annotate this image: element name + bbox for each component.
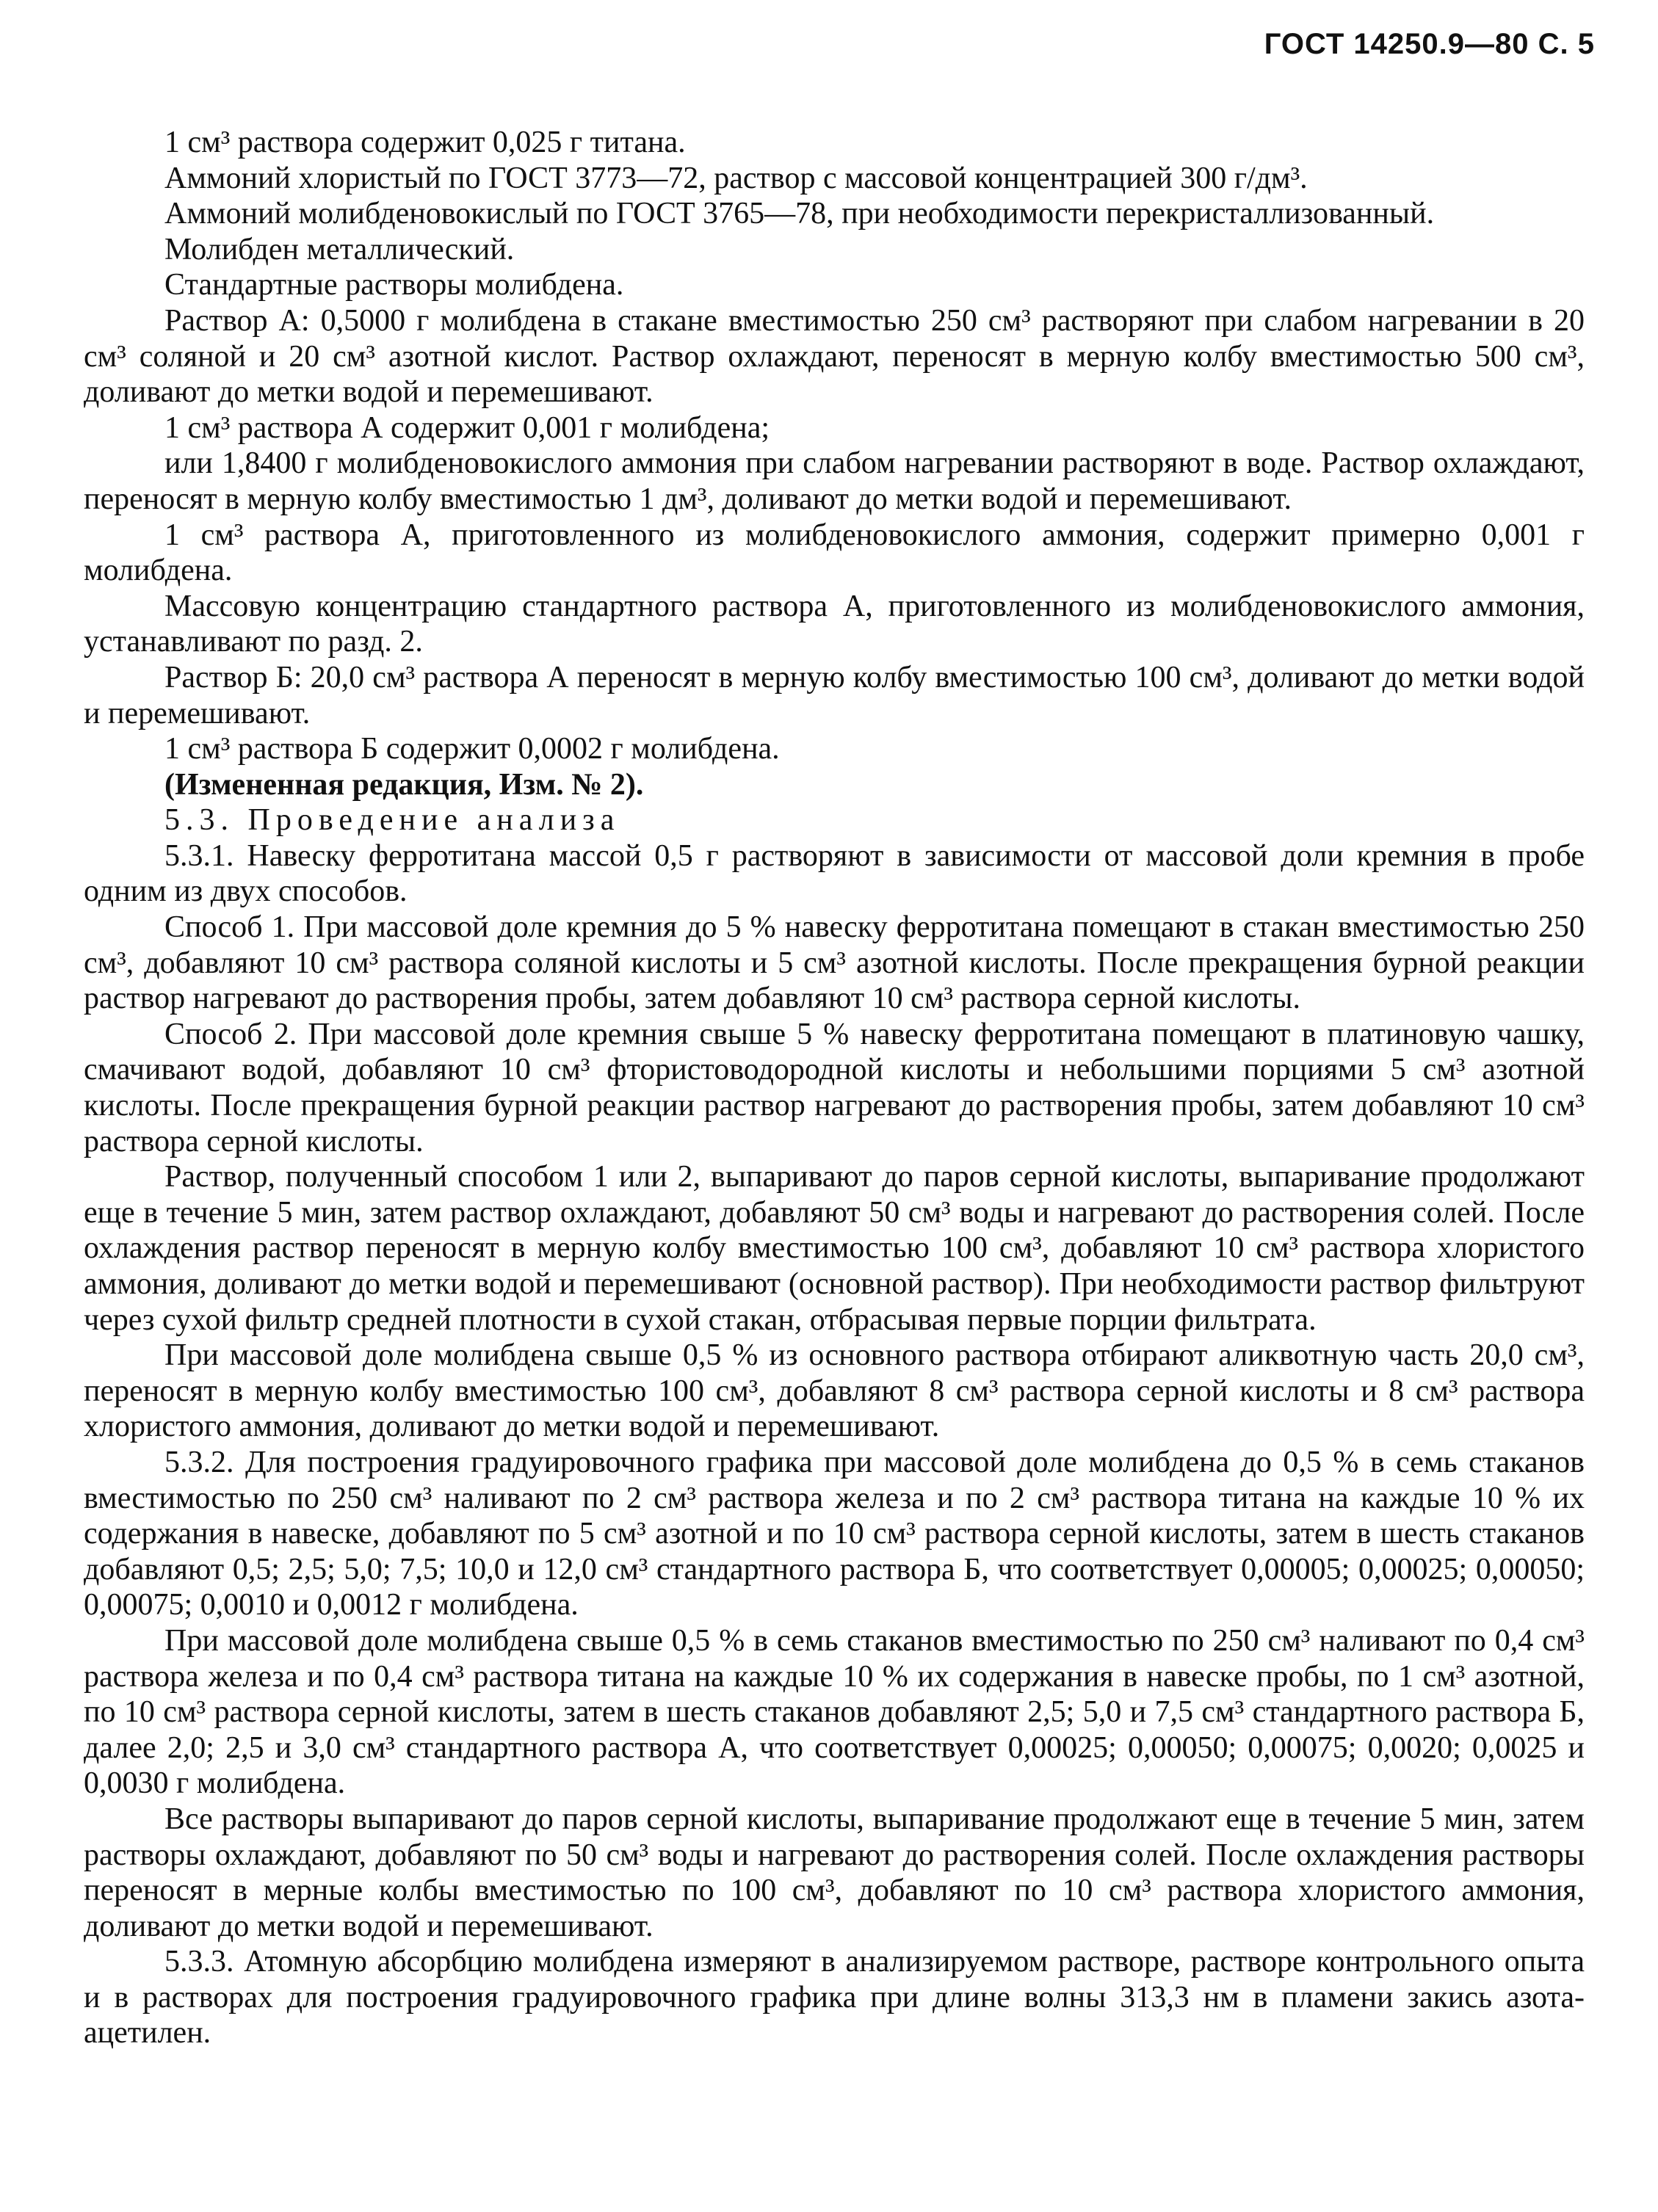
paragraph-evaporation: Раствор, полученный способом 1 или 2, выпаривают до паров серной кислоты, выпаривание продолжают еще в течение 5 мин, затем раствор охлаждают, добавляют 50 см³ воды и нагревают до растворения солей. После охлаждения раствор переносят в мерную колбу вместимостью 100 см³, добавляют 10 см³ раствора хлористого аммония, доливают до метки водой и перемешивают (основной раствор). При необходимости раствор фильтруют через сухой фильтр средней плотности в сухой стакан, отбрасывая первые порции фильтрата. xyxy=(84,1160,1585,1337)
paragraph-5-3-3: 5.3.3. Атомную абсорбцию молибдена измеряют в анализируемом растворе, растворе контрольного опыта и в растворах для построения градуировочного графика при длине волны 313,3 нм в пламени закись азота-ацетилен. xyxy=(84,1945,1585,2050)
document-body xyxy=(84,125,1585,2051)
paragraph-5-3-1: 5.3.1. Навеску ферротитана массой 0,5 г растворяют в зависимости от массовой доли кремния в пробе одним из двух способов. xyxy=(84,838,1585,909)
page-header: ГОСТ 14250.9—80 С. 5 xyxy=(1264,28,1595,60)
paragraph-titanium-content: 1 см³ раствора содержит 0,025 г титана. xyxy=(164,126,686,159)
paragraph-ammonium-chloride: Аммоний хлористый по ГОСТ 3773—72, раствор с массовой концентрацией 300 г/дм³. xyxy=(164,161,1308,195)
paragraph-all-solutions: Все растворы выпаривают до паров серной кислоты, выпаривание продолжают еще в течение 5 мин, затем растворы охлаждают, добавляют по 50 см³ воды и нагревают до растворения солей. После охлаждения растворы переносят в мерные колбы вместимостью по 100 см³, добавляют по 10 см³ раствора хлористого аммония, доливают до метки водой и перемешивают. xyxy=(84,1802,1585,1943)
paragraph-method-1: Способ 1. При массовой доле кремния до 5 % навеску ферротитана помещают в стакан вместимостью 250 см³, добавляют 10 см³ раствора соляной кислоты и 5 см³ азотной кислоты. После прекращения бурной реакции раствор нагревают до растворения пробы, затем добавляют 10 см³ раствора серной кислоты. xyxy=(84,910,1585,1016)
section-heading-analysis: 5.3. Проведение анализа xyxy=(164,803,620,838)
paragraph-mass-concentration: Массовую концентрацию стандартного раствора А, приготовленного из молибденовокислого аммония, устанавливают по разд. 2. xyxy=(84,589,1585,659)
paragraph-metallic-molybdenum: Молибден металлический. xyxy=(164,232,515,266)
paragraph-method-2: Способ 2. При массовой доле кремния свыше 5 % навеску ферротитана помещают в платиновую чашку, смачивают водой, добавляют 10 см³ фтористоводородной кислоты и небольшими порциями 5 см³ азотной кислоты. После прекращения бурной реакции раствор нагревают до растворения пробы, затем добавляют 10 см³ раствора серной кислоты. xyxy=(84,1017,1585,1158)
paragraph-solution-a: Раствор А: 0,5000 г молибдена в стакане вместимостью 250 см³ растворяют при слабом нагревании в 20 см³ соляной и 20 см³ азотной кислот. Раствор охлаждают, переносят в мерную колбу вместимостью 500 см³, доливают до метки водой и перемешивают. xyxy=(84,303,1585,410)
amendment-note: (Измененная редакция, Изм. № 2). xyxy=(164,767,644,802)
paragraph-solution-b: Раствор Б: 20,0 см³ раствора А переносят в мерную колбу вместимостью 100 см³, доливают до метки водой и перемешивают. xyxy=(84,660,1585,730)
paragraph-solution-a-content: 1 см³ раствора А содержит 0,001 г молибдена; xyxy=(164,410,770,445)
paragraph-high-molybdenum: При массовой доле молибдена свыше 0,5 % в семь стаканов вместимостью по 250 см³ наливают по 0,4 см³ раствора железа и по 0,4 см³ раствора титана на каждые 10 % их содержания в навеске пробы, по 1 см³ азотной, по 10 см³ раствора серной кислоты, затем в шесть стаканов добавляют 2,5; 5,0 и 7,5 см³ стандартного раствора Б, далее 2,0; 2,5 и 3,0 см³ стандартного раствора А, что соответствует 0,00025; 0,00050; 0,00075; 0,0020; 0,0025 и 0,0030 г молибдена. xyxy=(84,1623,1585,1801)
paragraph-ammonium-molybdate: Аммоний молибденовокислый по ГОСТ 3765—78, при необходимости перекристаллизованный. xyxy=(164,197,1435,231)
paragraph-solution-a-alternative: или 1,8400 г молибденовокислого аммония при слабом нагревании растворяют в воде. Раствор охлаждают, переносят в мерную колбу вместимостью 1 дм³, доливают до метки водой и перемешивают. xyxy=(84,446,1585,516)
paragraph-solution-b-content: 1 см³ раствора Б содержит 0,0002 г молибдена. xyxy=(164,732,780,766)
paragraph-solution-a-ammonium-content: 1 см³ раствора А, приготовленного из молибденовокислого аммония, содержит примерно 0,001 г молибдена. xyxy=(84,518,1585,588)
paragraph-standard-solutions: Стандартные растворы молибдена. xyxy=(164,268,624,302)
paragraph-5-3-2: 5.3.2. Для построения градуировочного графика при массовой доле молибдена до 0,5 % в семь стаканов вместимостью по 250 см³ наливают по 2 см³ раствора железа и по 2 см³ раствора титана на каждые 10 % их содержания в навеске, добавляют по 5 см³ азотной и по 10 см³ раствора серной кислоты, затем в шесть стаканов добавляют 0,5; 2,5; 5,0; 7,5; 10,0 и 12,0 см³ стандартного раствора Б, что соответствует 0,00005; 0,00025; 0,00050; 0,00075; 0,0010 и 0,0012 г молибдена. xyxy=(84,1445,1585,1622)
paragraph-aliquot: При массовой доле молибдена свыше 0,5 % из основного раствора отбирают аликвотную часть 20,0 см³, переносят в мерную колбу вместимостью 100 см³, добавляют 8 см³ раствора серной кислоты и 8 см³ раствора хлористого аммония, доливают до метки водой и перемешивают. xyxy=(84,1338,1585,1444)
